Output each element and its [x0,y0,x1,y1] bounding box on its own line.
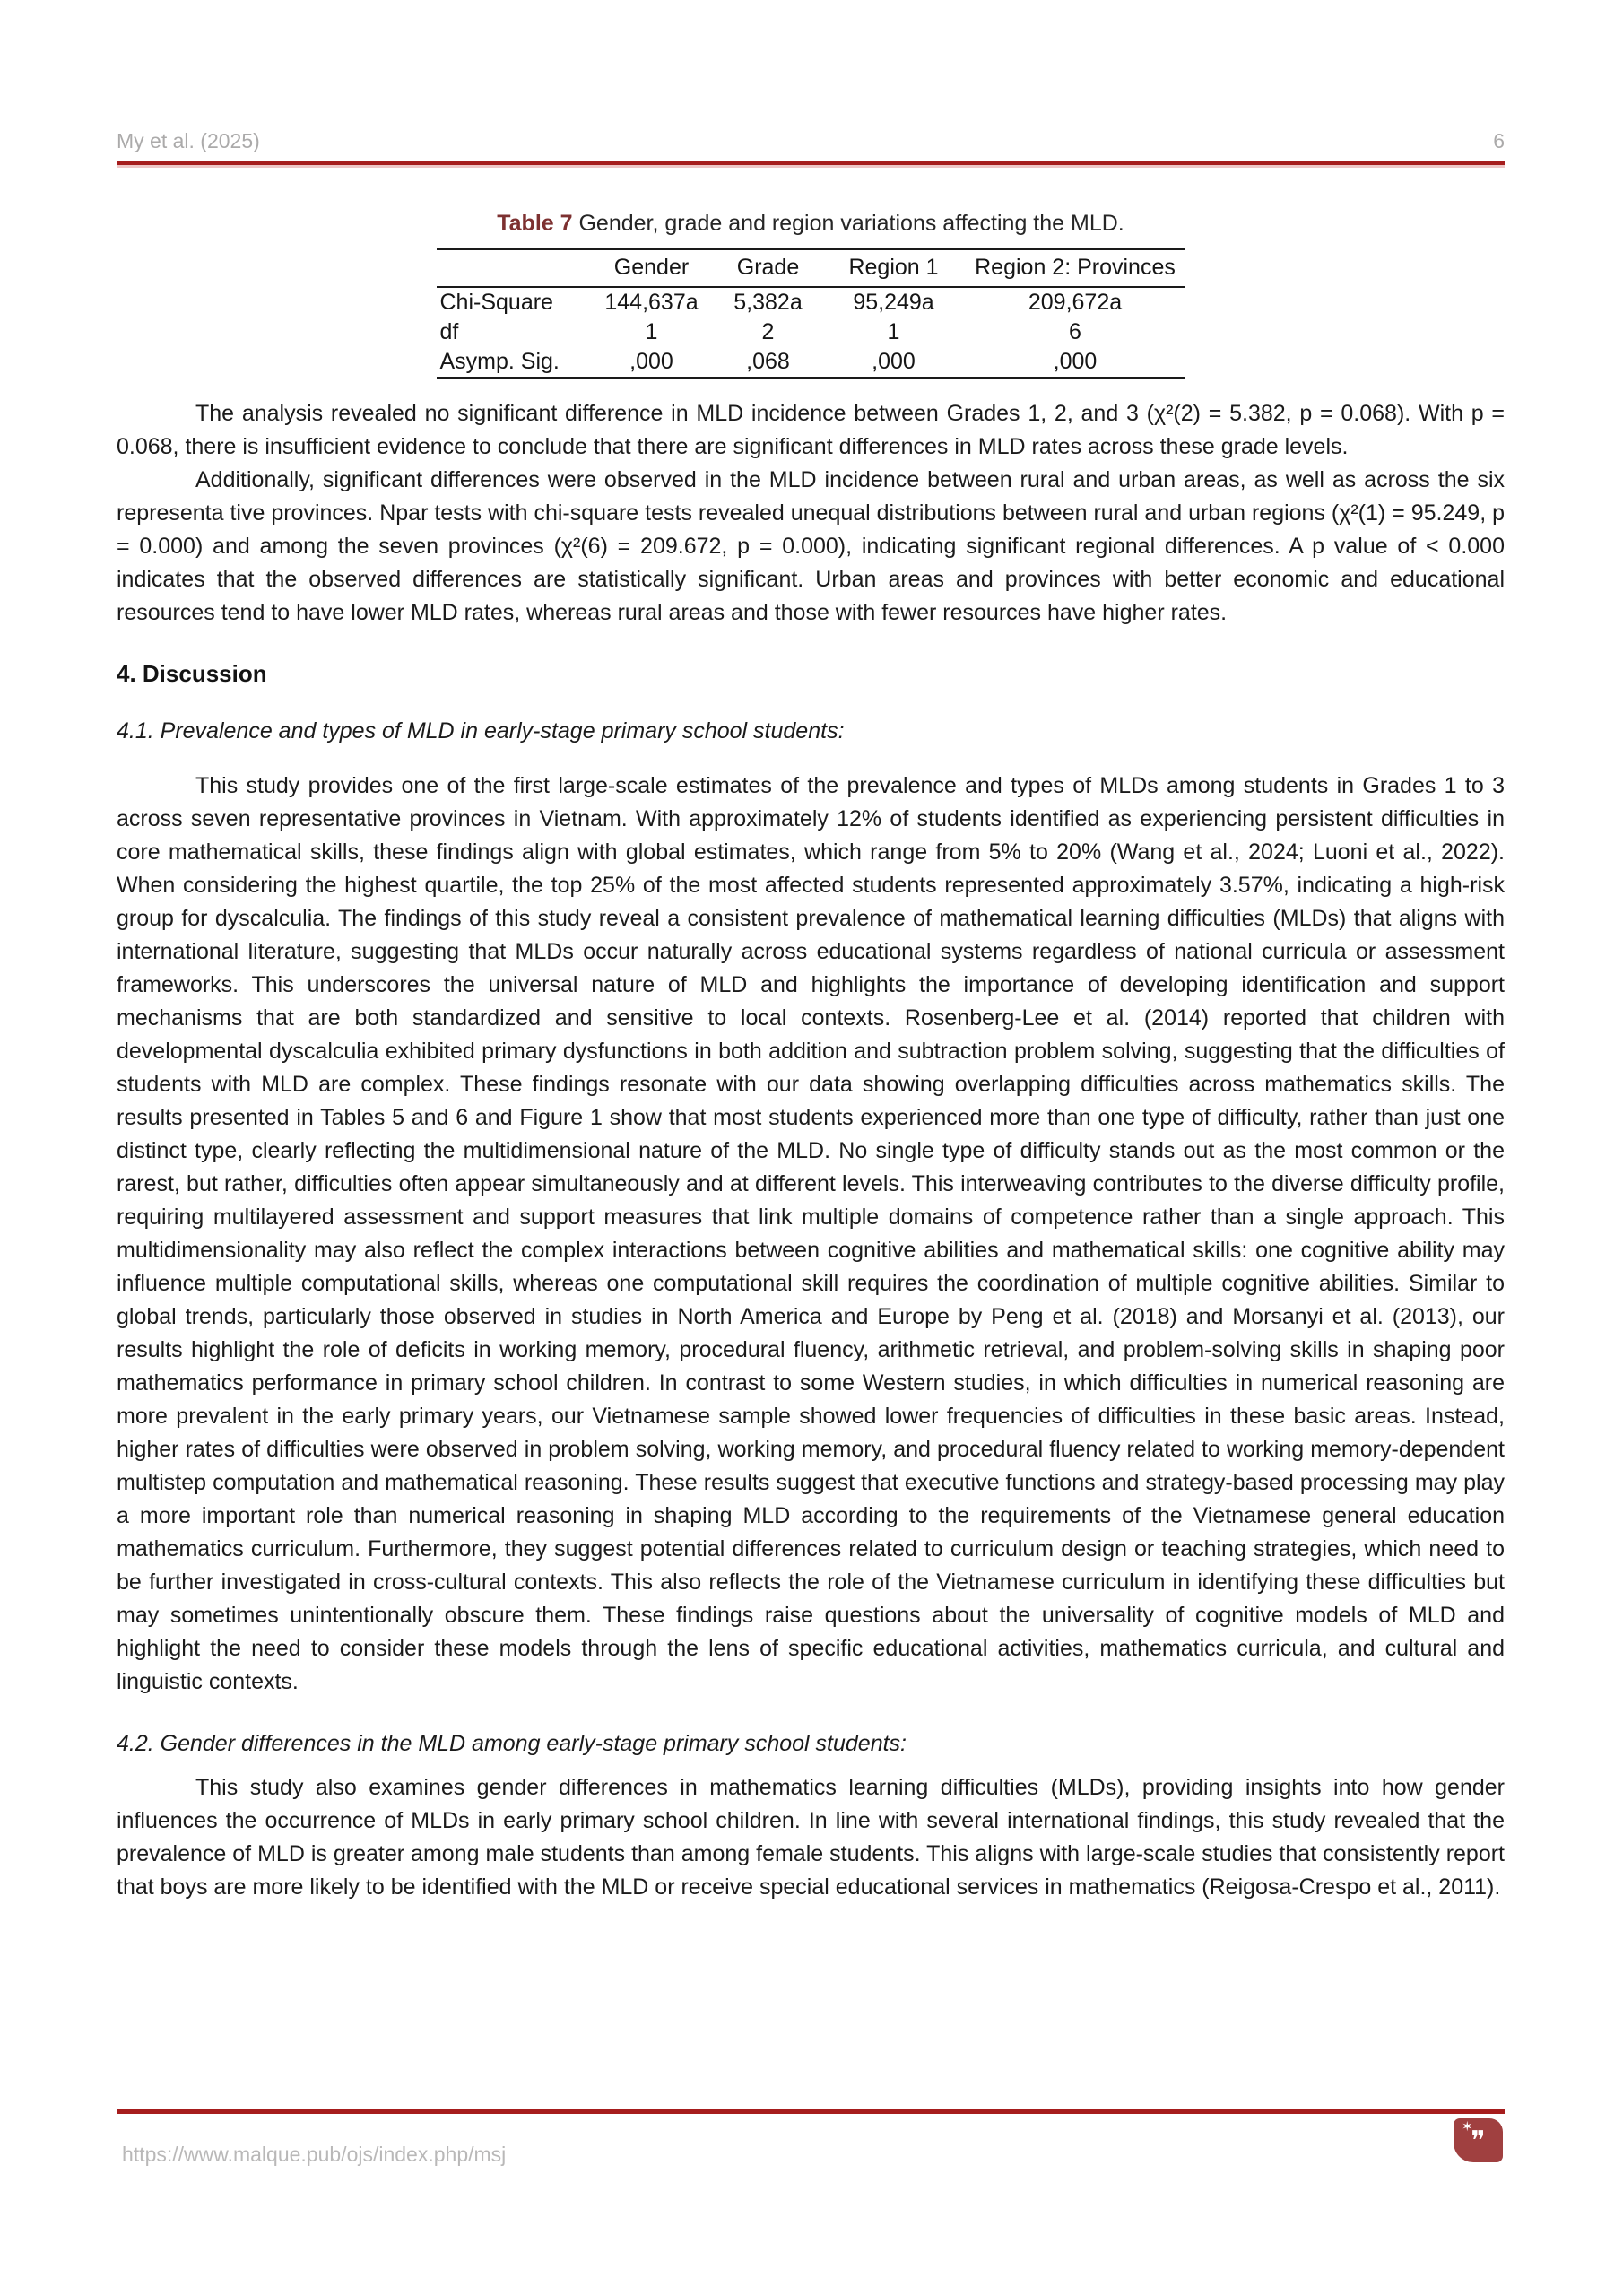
cell-value: ,000 [629,349,673,375]
cell-value: 95,249a [853,289,934,315]
section-heading-discussion: 4. Discussion [117,660,267,687]
publisher-logo[interactable] [1454,2118,1503,2162]
journal-url-link[interactable]: https://www.malque.pub/ojs/index.php/msj [122,2143,507,2166]
column-header-gender: Gender [613,255,690,281]
cell-value: 2 [761,319,775,344]
subsection-heading-4-2: 4.2. Gender differences in the MLD among early-stage primary school students: [117,1731,907,1756]
cell-value: 1 [645,319,658,344]
quote-icon: ❞ [1471,2126,1486,2156]
table-header-row [437,249,1185,287]
page-number: 6 [1493,129,1505,152]
paragraph-gender: This study also examines gender differences in mathematics learning difficulties (MLDs), providing insights into how gender influences the occurrence of MLDs in early primary school children. In line with several international findings, this study revealed that the prevalence of MLD is greater among male students than among female students. This aligns with large-scale studies that consistently report that boys are more likely to be identified with the MLD or receive special educational services in mathematics (Reigosa-Crespo et al., 2011). [117,1775,1505,1900]
author-citation: My et al. (2025) [117,129,260,152]
table-caption-text: Gender, grade and region variations affecting the MLD. [578,211,1124,236]
cell-value: ,068 [746,349,790,375]
table-caption [117,211,1505,237]
column-header-region2: Region 2: Provinces [975,255,1176,281]
column-header-grade: Grade [736,255,800,281]
header-rule [117,161,1505,168]
sparkle-icon: ✶ [1462,2119,1473,2135]
table7-block [117,211,1505,379]
cell-value: ,000 [872,349,916,375]
cell-value: 209,672a [1028,289,1123,315]
table-head [437,249,1185,287]
paragraph-region-analysis: Additionally, significant differences were observed in the MLD incidence between rural and urban areas, as well as across the six representa tive provinces. Npar tests with chi-square tests revealed unequal distributions between rural and urban regions (χ²(1) = 95.249, p = 0.000) and among the seven provinces (χ²(6) = 209.672, p = 0.000), indicating significant regional differences. A p value of < 0.000 indicates that the observed differences are statistically significant. Urban areas and provinces with better economic and educational resources tend to have lower MLD rates, whereas rural areas and those with fewer resources have higher rates. [117,467,1505,625]
cell-value: ,000 [1053,349,1098,375]
table-body [437,287,1185,378]
table-row [437,317,1185,348]
table-7 [437,248,1185,379]
page-footer [117,2109,1505,2167]
page-header [117,0,1505,153]
cell-value: 144,637a [604,289,699,315]
table-label: Table 7 [497,211,573,236]
row-label: Asymp. Sig. [439,349,560,375]
subsection-heading-4-1: 4.1. Prevalence and types of MLD in early-stage primary school students: [117,718,845,744]
paragraph-grades-analysis: The analysis revealed no significant difference in MLD incidence between Grades 1, 2, and 3 (χ²(2) = 5.382, p = 0.068). With p = 0.068, there is insufficient evidence to conclude that there are significant differences in MLD rates across these grade levels. [117,401,1505,459]
paragraph-prevalence: This study provides one of the first large-scale estimates of the prevalence and types of MLDs among students in Grades 1 to 3 across seven representative provinces in Vietnam. With approximately 12% of students identified as experiencing persistent difficulties in core mathematical skills, these findings align with global estimates, which range from 5% to 20% (Wang et al., 2024; Luoni et al., 2022). When considering the highest quartile, the top 25% of the most affected students represented approximately 3.57%, indicating a high-risk group for dyscalculia. The findings of this study reveal a consistent prevalence of mathematical learning difficulties (MLDs) that aligns with international literature, suggesting that MLDs occur naturally across educational systems regardless of national curricula or assessment frameworks. This underscores the universal nature of MLD and highlights the importance of developing identification and support mechanisms that are both standardized and sensitive to local contexts. Rosenberg-Lee et al. (2014) reported that children with developmental dyscalculia exhibited primary dysfunctions in both addition and subtraction problem solving, suggesting that the difficulties of students with MLD are complex. These findings resonate with our data showing overlapping difficulties across mathematics skills. The results presented in Tables 5 and 6 and Figure 1 show that most students experienced more than one type of difficulty, rather than just one distinct type, clearly reflecting the multidimensional nature of the MLD. No single type of difficulty stands out as the most common or the rarest, but rather, difficulties often appear simultaneously and at different levels. This interweaving contributes to the diverse difficulty profile, requiring multilayered assessment and support measures that link multiple domains of competence rather than a single approach. This multidimensionality may also reflect the complex interactions between cognitive abilities and mathematical skills: one cognitive ability may influence multiple computational skills, whereas one computational skill requires the coordination of multiple cognitive abilities. Similar to global trends, particularly those observed in studies in North America and Europe by Peng et al. (2018) and Morsanyi et al. (2013), our results highlight the role of deficits in working memory, procedural fluency, arithmetic retrieval, and problem-solving skills in shaping poor mathematics performance in primary school children. In contrast to some Western studies, in which difficulties in numerical reasoning are more prevalent in the early primary years, our Vietnamese sample showed lower frequencies of difficulties in these basic areas. Instead, higher rates of difficulties were observed in problem solving, working memory, and procedural fluency related to working memory-dependent multistep computation and mathematical reasoning. These results suggest that executive functions and strategy-based processing may play a more important role than numerical reasoning in shaping MLD according to the requirements of the Vietnamese general education mathematics curriculum. Furthermore, they suggest potential differences related to curriculum design or teaching strategies, which need to be further investigated in cross-cultural contexts. This also reflects the role of the Vietnamese curriculum in identifying these difficulties but may sometimes unintentionally obscure them. These findings raise questions about the universality of cognitive models of MLD and highlight the need to consider these models through the lens of specific educational activities, mathematics curricula, and cultural and linguistic contexts. [117,773,1505,1694]
page-content [117,0,1505,1904]
row-label: df [439,319,459,344]
row-label: Chi-Square [439,289,553,315]
table-row [437,287,1185,317]
cell-value: 1 [887,319,900,344]
table-row [437,348,1185,378]
column-header-region1: Region 1 [848,255,939,281]
footer-rule [117,2109,1505,2114]
cell-value: 6 [1069,319,1081,344]
cell-value: 5,382a [733,289,803,315]
column-header-empty [437,249,589,287]
article-body [117,397,1505,1904]
